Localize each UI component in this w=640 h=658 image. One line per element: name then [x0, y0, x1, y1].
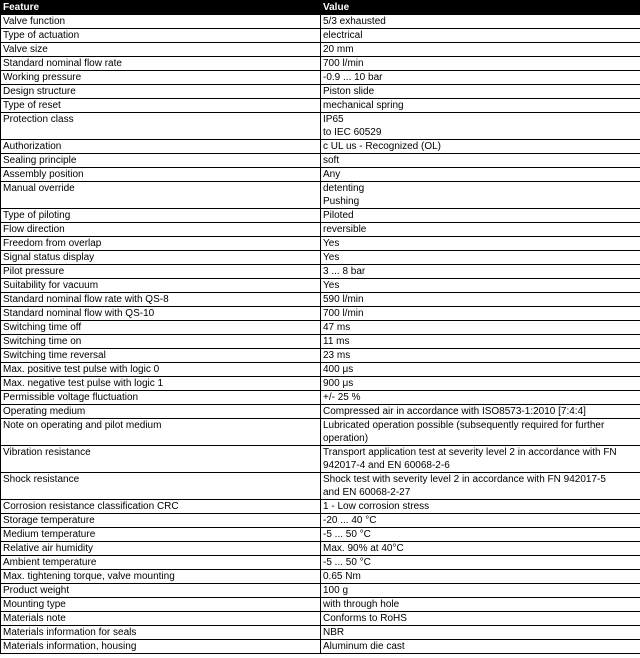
feature-cell: Valve function: [1, 15, 321, 29]
feature-cell: Standard nominal flow rate: [1, 57, 321, 71]
value-line: 100 g: [323, 585, 349, 596]
value-cell: [321, 419, 640, 446]
table-row: [1, 321, 640, 335]
feature-cell: Relative air humidity: [1, 542, 321, 556]
table-row: [1, 640, 640, 654]
table-row: [1, 446, 640, 473]
value-cell: [321, 99, 640, 113]
table-row: [1, 419, 640, 446]
value-cell: [321, 570, 640, 584]
table-row: [1, 154, 640, 168]
value-cell: [321, 612, 640, 626]
table-row: [1, 612, 640, 626]
value-column-header: Value: [321, 1, 640, 15]
value-cell: [321, 237, 640, 251]
feature-cell: Design structure: [1, 85, 321, 99]
feature-cell: Max. tightening torque, valve mounting: [1, 570, 321, 584]
table-row: [1, 528, 640, 542]
table-row: [1, 57, 640, 71]
value-line: -20 ... 40 °C: [323, 515, 377, 526]
table-row: [1, 99, 640, 113]
value-cell: [321, 542, 640, 556]
feature-cell: Switching time on: [1, 335, 321, 349]
feature-cell: Materials information, housing: [1, 640, 321, 654]
value-line: Conforms to RoHS: [323, 613, 407, 624]
table-row: [1, 598, 640, 612]
value-line: 590 l/min: [323, 294, 364, 305]
value-cell: [321, 279, 640, 293]
value-line: Transport application test at severity level 2 in accordance with FN: [323, 447, 617, 458]
value-line: 5/3 exhausted: [323, 16, 386, 27]
value-cell: [321, 71, 640, 85]
header-row: [1, 1, 640, 15]
feature-cell: Standard nominal flow rate with QS-8: [1, 293, 321, 307]
table-row: [1, 265, 640, 279]
value-line: Yes: [323, 280, 340, 291]
value-cell: [321, 265, 640, 279]
value-line: Lubricated operation possible (subsequently required for further: [323, 420, 605, 431]
value-line: electrical: [323, 30, 363, 41]
feature-cell: Storage temperature: [1, 514, 321, 528]
value-line: Yes: [323, 252, 340, 263]
value-cell: [321, 598, 640, 612]
feature-cell: Materials note: [1, 612, 321, 626]
table-row: [1, 15, 640, 29]
value-cell: [321, 391, 640, 405]
table-row: [1, 363, 640, 377]
table-row: [1, 307, 640, 321]
feature-cell: Authorization: [1, 140, 321, 154]
value-cell: [321, 626, 640, 640]
table-row: [1, 473, 640, 500]
table-row: [1, 335, 640, 349]
value-line: Any: [323, 169, 341, 180]
value-line: Shock test with severity level 2 in accordance with FN 942017-5: [323, 474, 606, 485]
feature-cell: Type of reset: [1, 99, 321, 113]
table-row: [1, 542, 640, 556]
value-line: IP65: [323, 114, 344, 125]
value-line: 700 l/min: [323, 58, 364, 69]
table-row: [1, 209, 640, 223]
value-cell: [321, 405, 640, 419]
table-row: [1, 113, 640, 140]
feature-cell: Operating medium: [1, 405, 321, 419]
table-row: [1, 556, 640, 570]
value-cell: [321, 473, 640, 500]
feature-column-header: Feature: [1, 1, 321, 15]
feature-cell: Note on operating and pilot medium: [1, 419, 321, 446]
value-cell: [321, 43, 640, 57]
value-cell: [321, 377, 640, 391]
value-line: -5 ... 50 °C: [323, 529, 371, 540]
feature-cell: Medium temperature: [1, 528, 321, 542]
spec-table-body: [1, 15, 640, 654]
feature-cell: Permissible voltage fluctuation: [1, 391, 321, 405]
feature-cell: Vibration resistance: [1, 446, 321, 473]
feature-cell: Product weight: [1, 584, 321, 598]
value-cell: [321, 168, 640, 182]
value-cell: [321, 209, 640, 223]
feature-cell: Type of actuation: [1, 29, 321, 43]
feature-cell: Type of piloting: [1, 209, 321, 223]
value-cell: [321, 113, 640, 140]
feature-cell: Max. negative test pulse with logic 1: [1, 377, 321, 391]
value-line: c UL us - Recognized (OL): [323, 141, 442, 152]
feature-cell: Materials information for seals: [1, 626, 321, 640]
value-line: operation): [323, 433, 369, 444]
value-line: 20 mm: [323, 44, 354, 55]
value-line: with through hole: [323, 599, 400, 610]
value-line: Piloted: [323, 210, 354, 221]
value-line: mechanical spring: [323, 100, 404, 111]
value-cell: [321, 335, 640, 349]
value-line: 700 l/min: [323, 308, 364, 319]
value-line: 942017-4 and EN 60068-2-6: [323, 460, 450, 471]
table-row: [1, 405, 640, 419]
table-row: [1, 43, 640, 57]
value-cell: [321, 349, 640, 363]
value-line: to IEC 60529: [323, 127, 382, 138]
value-cell: [321, 528, 640, 542]
feature-cell: Switching time off: [1, 321, 321, 335]
value-cell: [321, 363, 640, 377]
value-line: Compressed air in accordance with ISO8573-1:2010 [7:4:4]: [323, 406, 586, 417]
value-cell: [321, 556, 640, 570]
value-line: 23 ms: [323, 350, 351, 361]
feature-cell: Mounting type: [1, 598, 321, 612]
value-line: 47 ms: [323, 322, 351, 333]
value-line: 900 μs: [323, 378, 354, 389]
value-cell: [321, 293, 640, 307]
table-row: [1, 391, 640, 405]
table-row: [1, 514, 640, 528]
table-row: [1, 29, 640, 43]
value-cell: [321, 223, 640, 237]
table-row: [1, 168, 640, 182]
value-cell: [321, 307, 640, 321]
value-cell: [321, 321, 640, 335]
value-cell: [321, 584, 640, 598]
feature-cell: Freedom from overlap: [1, 237, 321, 251]
value-cell: [321, 85, 640, 99]
table-row: [1, 182, 640, 209]
feature-cell: Signal status display: [1, 251, 321, 265]
value-line: 11 ms: [323, 336, 350, 347]
value-cell: [321, 446, 640, 473]
feature-cell: Working pressure: [1, 71, 321, 85]
table-row: [1, 584, 640, 598]
value-line: NBR: [323, 627, 345, 638]
table-row: [1, 237, 640, 251]
value-line: soft: [323, 155, 340, 166]
value-cell: [321, 57, 640, 71]
feature-cell: Switching time reversal: [1, 349, 321, 363]
table-row: [1, 349, 640, 363]
table-row: [1, 71, 640, 85]
value-cell: [321, 182, 640, 209]
feature-cell: Flow direction: [1, 223, 321, 237]
feature-cell: Corrosion resistance classification CRC: [1, 500, 321, 514]
value-line: detenting: [323, 183, 365, 194]
table-row: [1, 293, 640, 307]
feature-cell: Pilot pressure: [1, 265, 321, 279]
value-line: Piston slide: [323, 86, 375, 97]
value-cell: [321, 251, 640, 265]
feature-cell: Assembly position: [1, 168, 321, 182]
feature-cell: Max. positive test pulse with logic 0: [1, 363, 321, 377]
table-row: [1, 85, 640, 99]
value-line: reversible: [323, 224, 367, 235]
table-row: [1, 140, 640, 154]
feature-cell: Sealing principle: [1, 154, 321, 168]
table-row: [1, 570, 640, 584]
table-row: [1, 626, 640, 640]
value-cell: [321, 140, 640, 154]
value-cell: [321, 500, 640, 514]
value-cell: [321, 15, 640, 29]
feature-cell: Shock resistance: [1, 473, 321, 500]
table-row: [1, 251, 640, 265]
value-cell: [321, 514, 640, 528]
value-line: -5 ... 50 °C: [323, 557, 371, 568]
feature-cell: Ambient temperature: [1, 556, 321, 570]
value-line: 400 μs: [323, 364, 354, 375]
table-row: [1, 377, 640, 391]
value-line: +/- 25 %: [323, 392, 361, 403]
feature-cell: Manual override: [1, 182, 321, 209]
value-line: -0.9 ... 10 bar: [323, 72, 383, 83]
value-cell: [321, 154, 640, 168]
value-line: Pushing: [323, 196, 360, 207]
table-row: [1, 500, 640, 514]
value-line: Max. 90% at 40°C: [323, 543, 404, 554]
value-line: Aluminum die cast: [323, 641, 405, 652]
feature-cell: Standard nominal flow with QS-10: [1, 307, 321, 321]
value-line: 0.65 Nm: [323, 571, 361, 582]
value-line: 3 ... 8 bar: [323, 266, 366, 277]
value-cell: [321, 640, 640, 654]
value-line: and EN 60068-2-27: [323, 487, 411, 498]
value-line: Yes: [323, 238, 340, 249]
table-row: [1, 223, 640, 237]
feature-cell: Valve size: [1, 43, 321, 57]
value-cell: [321, 29, 640, 43]
value-line: 1 - Low corrosion stress: [323, 501, 430, 512]
feature-cell: Suitability for vacuum: [1, 279, 321, 293]
feature-cell: Protection class: [1, 113, 321, 140]
table-row: [1, 279, 640, 293]
